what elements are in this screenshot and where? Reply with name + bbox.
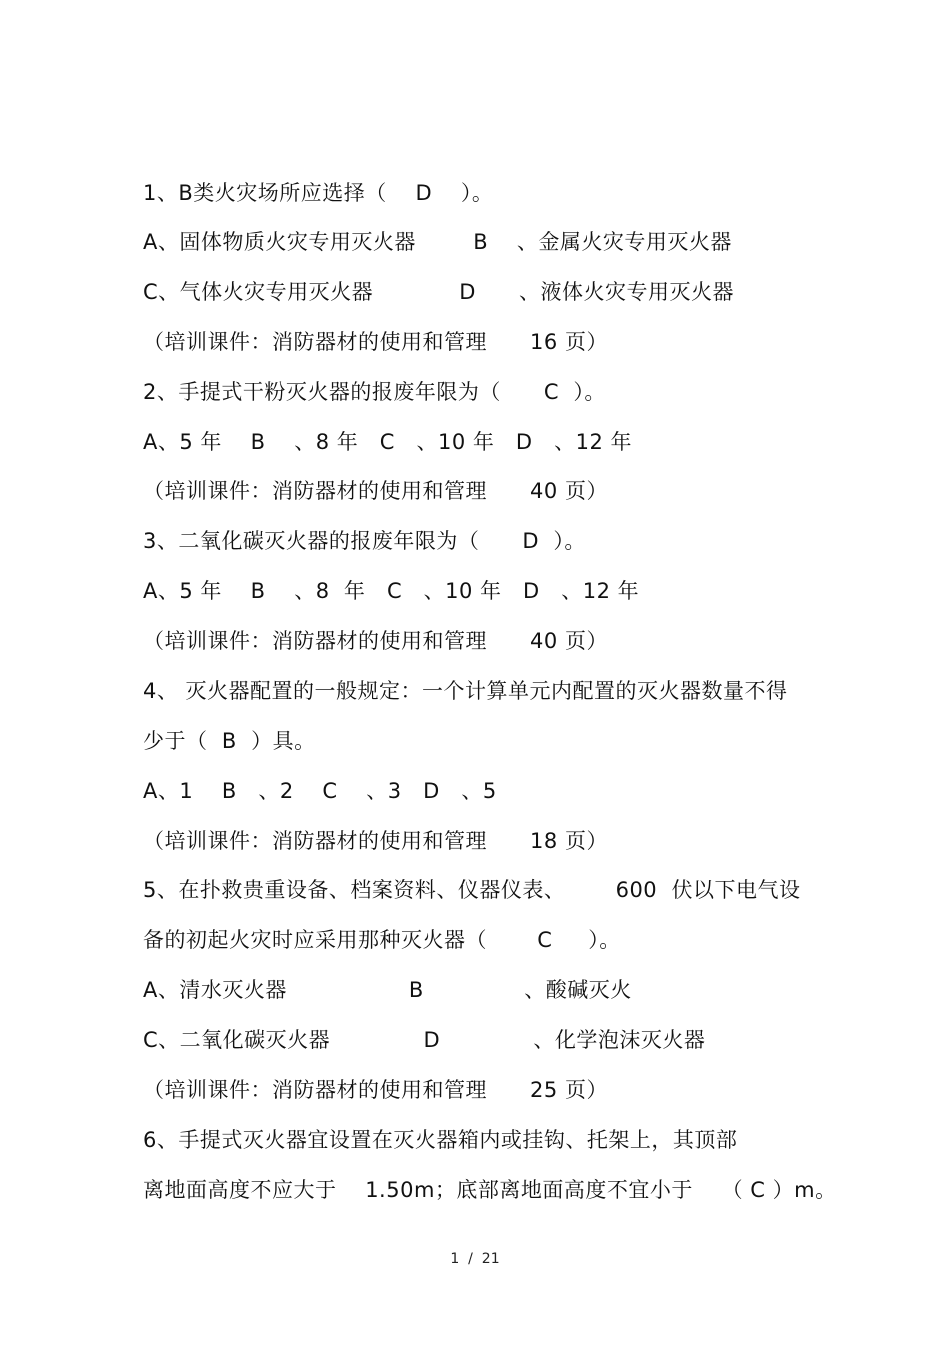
question-5-reference: （培训课件：消防器材的使用和管理 25 页） — [143, 1078, 608, 1102]
question-4-reference: （培训课件：消防器材的使用和管理 18 页） — [143, 829, 608, 853]
question-5-stem-part1: 5、在扑救贵重设备、档案资料、仪器仪表、 600 伏以下电气设 — [143, 878, 801, 902]
question-6-stem-part1: 6、手提式灭火器宜设置在灭火器箱内或挂钩、托架上，其顶部 — [143, 1128, 738, 1152]
question-5-options-ab: A、清水灭火器 B 、酸碱灭火 — [143, 978, 632, 1002]
question-3-options: A、5 年 B 、8 年 C 、10 年 D 、12 年 — [143, 579, 640, 603]
question-1-stem: 1、B类火灾场所应选择（ D ）。 — [143, 181, 494, 205]
question-6-stem-part2: 离地面高度不应大于 1.50m；底部离地面高度不宜小于 （ C ）m。 — [143, 1178, 837, 1202]
page-number: 1 / 21 — [450, 1251, 500, 1267]
question-2-reference: （培训课件：消防器材的使用和管理 40 页） — [143, 479, 608, 503]
question-2-options: A、5 年 B 、8 年 C 、10 年 D 、12 年 — [143, 430, 632, 454]
question-2-stem: 2、手提式干粉灭火器的报废年限为（ C ）。 — [143, 380, 606, 404]
question-4-stem-part2: 少于（ B ）具。 — [143, 729, 316, 753]
question-1-reference: （培训课件：消防器材的使用和管理 16 页） — [143, 330, 608, 354]
question-4-options: A、1 B 、2 C 、3 D 、5 — [143, 779, 497, 803]
question-3-stem: 3、二氧化碳灭火器的报废年限为（ D ）。 — [143, 529, 586, 553]
question-5-options-cd: C、二氧化碳灭火器 D 、化学泡沫灭火器 — [143, 1028, 706, 1052]
question-4-stem-part1: 4、 灭火器配置的一般规定：一个计算单元内配置的灭火器数量不得 — [143, 679, 788, 703]
question-1-options-cd: C、气体火灾专用灭火器 D 、液体火灾专用灭火器 — [143, 280, 734, 304]
question-5-stem-part2: 备的初起火灾时应采用那种灭火器（ C ）。 — [143, 928, 621, 952]
question-3-reference: （培训课件：消防器材的使用和管理 40 页） — [143, 629, 608, 653]
question-1-options-ab: A、固体物质火灾专用灭火器 B 、金属火灾专用灭火器 — [143, 230, 732, 254]
